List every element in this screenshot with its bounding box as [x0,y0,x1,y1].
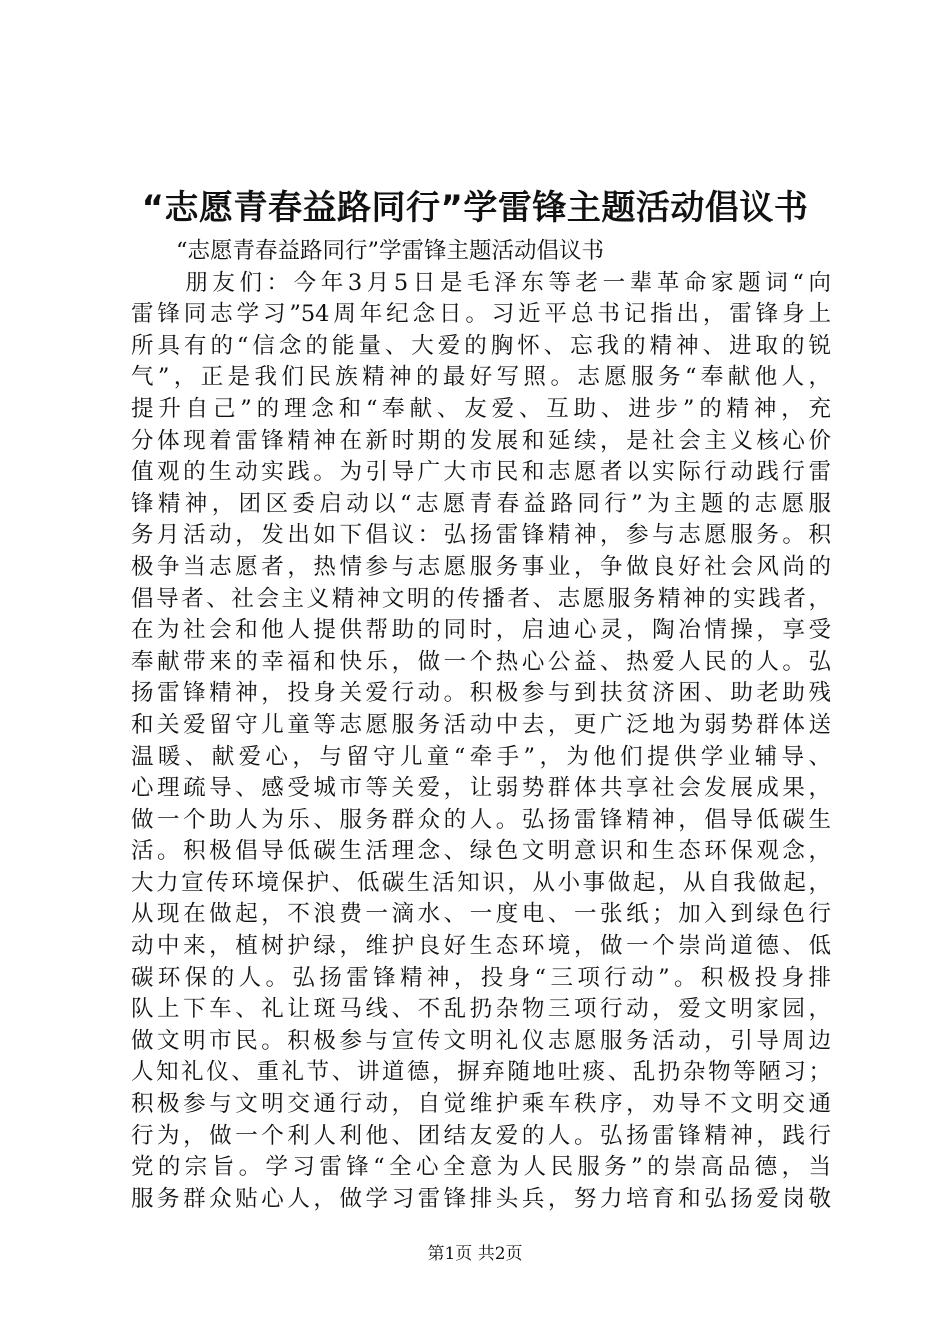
body-line: 党的宗旨。学习雷锋“全心全意为人民服务”的崇高品德，当 [131,1154,831,1181]
page-footer: 第1页 共2页 [427,1244,523,1264]
body-line: 务月活动，发出如下倡议：弘扬雷锋精神，参与志愿服务。积 [131,522,831,549]
body-line: 雷锋同志学习”54周年纪念日。习近平总书记指出，雷锋身上 [131,301,831,328]
body-line: 活。积极倡导低碳生活理念、绿色文明意识和生态环保观念， [131,838,831,865]
body-line: 做一个助人为乐、服务群众的人。弘扬雷锋精神，倡导低碳生 [131,806,831,833]
body-line: 做文明市民。积极参与宣传文明礼仪志愿服务活动，引导周边 [131,1027,831,1054]
body-line: 从现在做起，不浪费一滴水、一度电、一张纸；加入到绿色行 [131,901,831,928]
body-line: 心理疏导、感受城市等关爱，让弱势群体共享社会发展成果， [131,775,831,802]
body-line: 服务群众贴心人，做学习雷锋排头兵，努力培育和弘扬爱岗敬 [131,1185,831,1212]
document-title: “志愿青春益路同行”学雷锋主题活动倡议书 [141,188,809,228]
body-line: 人知礼仪、重礼节、讲道德，摒弃随地吐痰、乱扔杂物等陋习； [131,1059,831,1086]
body-line: 值观的生动实践。为引导广大市民和志愿者以实际行动践行雷 [131,459,831,486]
body-line: 锋精神，团区委启动以“志愿青春益路同行”为主题的志愿服 [131,490,831,517]
body-line: 极争当志愿者，热情参与志愿服务事业，争做良好社会风尚的 [131,553,831,580]
body-line: 行为，做一个利人利他、团结友爱的人。弘扬雷锋精神，践行 [131,1122,831,1149]
body-line: 队上下车、礼让斑马线、不乱扔杂物三项行动，爱文明家园， [131,996,831,1023]
body-line: 分体现着雷锋精神在新时期的发展和延续，是社会主义核心价 [131,427,831,454]
document-body [131,236,831,1215]
body-line: 所具有的“信念的能量、大爱的胸怀、忘我的精神、进取的锐 [131,332,831,359]
body-line: 大力宣传环境保护、低碳生活知识，从小事做起，从自我做起， [131,869,831,896]
body-line: “志愿青春益路同行”学雷锋主题活动倡议书 [131,238,605,264]
body-line: 奉献带来的幸福和快乐，做一个热心公益、热爱人民的人。弘 [131,648,831,675]
body-line: 温暖、献爱心，与留守儿童“牵手”，为他们提供学业辅导、 [131,743,831,770]
body-line: 在为社会和他人提供帮助的同时，启迪心灵，陶冶情操，享受 [131,617,831,644]
body-line: 碳环保的人。弘扬雷锋精神，投身“三项行动”。积极投身排 [131,964,831,991]
body-line: 朋友们：今年3月5日是毛泽东等老一辈革命家题词“向 [131,269,831,296]
body-line: 倡导者、社会主义精神文明的传播者、志愿服务精神的实践者， [131,585,831,612]
body-line: 提升自己”的理念和“奉献、友爱、互助、进步”的精神，充 [131,395,831,422]
body-line: 扬雷锋精神，投身关爱行动。积极参与到扶贫济困、助老助残 [131,680,831,707]
body-line: 积极参与文明交通行动，自觉维护乘车秩序，劝导不文明交通 [131,1091,831,1118]
body-line: 动中来，植树护绿，维护良好生态环境，做一个崇尚道德、低 [131,933,831,960]
body-line: 气”，正是我们民族精神的最好写照。志愿服务“奉献他人， [131,364,831,391]
body-line: 和关爱留守儿童等志愿服务活动中去，更广泛地为弱势群体送 [131,711,831,738]
